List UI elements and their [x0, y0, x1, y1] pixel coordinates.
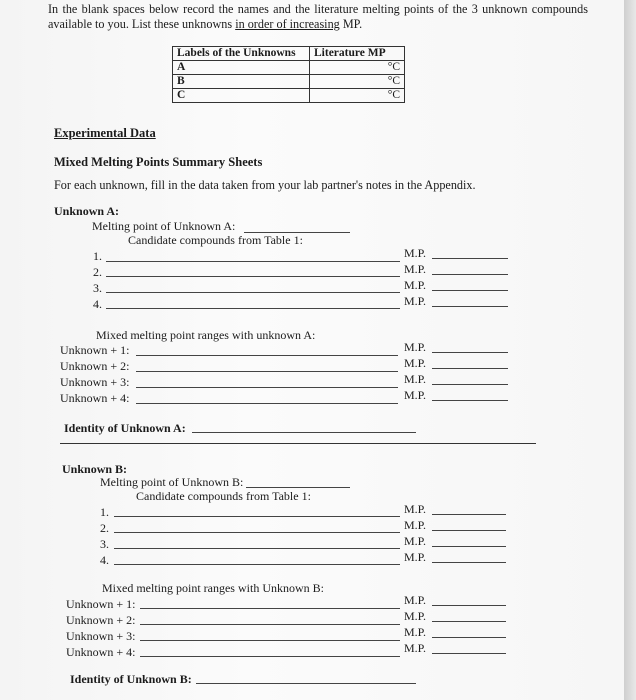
mp-blank[interactable] [432, 621, 506, 622]
table-row [173, 89, 405, 103]
mixed-range-blank[interactable] [136, 403, 398, 404]
unknown-a-heading: Unknown A: [54, 204, 120, 218]
page-edge [624, 0, 636, 700]
mp-label: M.P. [404, 356, 427, 370]
table-header-labels: Labels of the Unknowns [173, 47, 310, 61]
mp-blank[interactable] [432, 605, 506, 606]
mp-blank[interactable] [432, 290, 508, 291]
table-row [173, 61, 405, 75]
mp-blank[interactable] [432, 352, 508, 353]
unknown-b-heading: Unknown B: [62, 462, 128, 476]
mixed-row-label: Unknown + 1: [60, 343, 130, 357]
mp-label: M.P. [404, 593, 427, 607]
table-cell-label: A [173, 61, 310, 75]
unknown-a-mixed-label: Mixed melting point ranges with unknown A: [96, 328, 316, 342]
mixed-heading: Mixed Melting Points Summary Sheets [54, 155, 263, 169]
mp-blank[interactable] [432, 637, 506, 638]
candidate-blank[interactable] [106, 276, 400, 277]
mixed-row-label: Unknown + 4: [60, 391, 130, 405]
table-row [173, 75, 405, 89]
mp-label: M.P. [404, 502, 427, 516]
candidate-number: 3. [100, 537, 109, 551]
mixed-range-blank[interactable] [140, 624, 400, 625]
mp-label: M.P. [404, 262, 427, 276]
mixed-row-label: Unknown + 3: [66, 629, 136, 643]
unknown-b-identity-label: Identity of Unknown B: [70, 672, 192, 686]
unknown-b-candidates-label: Candidate compounds from Table 1: [136, 489, 311, 503]
table-cell-mp[interactable]: °C [310, 75, 405, 89]
mp-label: M.P. [404, 372, 427, 386]
mixed-row-label: Unknown + 4: [66, 645, 136, 659]
mp-blank[interactable] [432, 653, 506, 654]
candidate-number: 2. [93, 265, 102, 279]
table-cell-label: B [173, 75, 310, 89]
mixed-range-blank[interactable] [140, 656, 400, 657]
table-header-row [173, 47, 405, 61]
mp-blank[interactable] [432, 384, 508, 385]
mp-blank[interactable] [432, 258, 508, 259]
candidate-number: 1. [93, 249, 102, 263]
mp-label: M.P. [404, 294, 427, 308]
candidate-number: 2. [100, 521, 109, 535]
candidate-number: 3. [93, 281, 102, 295]
mixed-row-label: Unknown + 2: [66, 613, 136, 627]
mp-label: M.P. [404, 641, 427, 655]
mixed-row-label: Unknown + 1: [66, 597, 136, 611]
candidate-number: 1. [100, 505, 109, 519]
mixed-range-blank[interactable] [136, 371, 398, 372]
intro-paragraph [48, 2, 588, 32]
mixed-row-label: Unknown + 2: [60, 359, 130, 373]
mp-blank[interactable] [432, 530, 506, 531]
mp-label: M.P. [404, 518, 427, 532]
unknown-b-identity-blank[interactable] [196, 683, 416, 684]
candidate-blank[interactable] [114, 564, 400, 565]
unknown-b-mp-blank[interactable] [246, 487, 350, 488]
mp-blank[interactable] [432, 514, 506, 515]
candidate-blank[interactable] [114, 516, 400, 517]
candidate-blank[interactable] [106, 261, 400, 262]
mp-label: M.P. [404, 340, 427, 354]
mp-blank[interactable] [432, 562, 506, 563]
unknown-a-identity-blank[interactable] [192, 432, 416, 433]
section-divider [60, 443, 536, 444]
mixed-range-blank[interactable] [136, 355, 398, 356]
mixed-range-blank[interactable] [136, 387, 398, 388]
mp-label: M.P. [404, 388, 427, 402]
literature-table [172, 46, 405, 103]
mp-blank[interactable] [432, 546, 506, 547]
unknown-a-identity-label: Identity of Unknown A: [64, 421, 186, 435]
candidate-blank[interactable] [106, 292, 400, 293]
mp-label: M.P. [404, 278, 427, 292]
unknown-b-mp-label: Melting point of Unknown B: [100, 475, 244, 489]
mp-label: M.P. [404, 625, 427, 639]
unknown-a-mp-label: Melting point of Unknown A: [92, 219, 236, 233]
candidate-blank[interactable] [106, 308, 400, 309]
unknown-b-mixed-label: Mixed melting point ranges with Unknown B: [102, 581, 324, 595]
experimental-heading: Experimental Data [54, 126, 156, 140]
mixed-row-label: Unknown + 3: [60, 375, 130, 389]
table-cell-mp[interactable]: °C [310, 61, 405, 75]
candidate-blank[interactable] [114, 548, 400, 549]
candidate-number: 4. [100, 553, 109, 567]
mp-blank[interactable] [432, 274, 508, 275]
intro-text-1: In the blank spaces below record the names and the literature melting points of the 3 unknown compounds available to you. List these unknowns [48, 2, 588, 31]
candidate-blank[interactable] [114, 532, 400, 533]
mixed-range-blank[interactable] [140, 608, 400, 609]
instruction-text: For each unknown, fill in the data taken from your lab partner's notes in the Appendix. [54, 178, 476, 192]
mp-label: M.P. [404, 609, 427, 623]
table-cell-mp[interactable]: °C [310, 89, 405, 103]
mp-blank[interactable] [432, 306, 508, 307]
table-header-mp: Literature MP [310, 47, 405, 61]
candidate-number: 4. [93, 297, 102, 311]
mp-label: M.P. [404, 246, 427, 260]
intro-text-underlined: in order of increasing [235, 17, 340, 31]
mp-label: M.P. [404, 534, 427, 548]
unknown-a-candidates-label: Candidate compounds from Table 1: [128, 233, 303, 247]
mp-blank[interactable] [432, 400, 508, 401]
mixed-range-blank[interactable] [140, 640, 400, 641]
mp-blank[interactable] [432, 368, 508, 369]
mp-label: M.P. [404, 550, 427, 564]
table-cell-label: C [173, 89, 310, 103]
intro-text-3: MP. [339, 17, 363, 31]
